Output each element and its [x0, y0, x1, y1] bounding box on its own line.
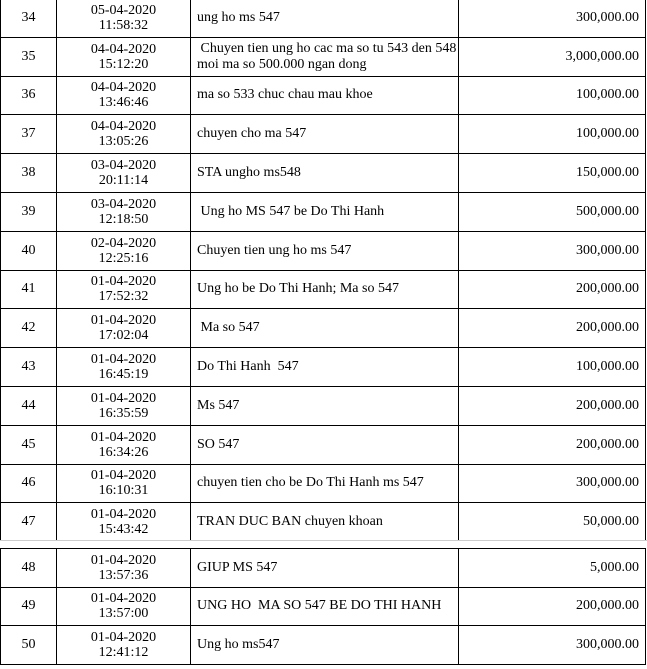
row-number: 49: [1, 587, 57, 626]
row-description: [191, 587, 459, 626]
row-number: 43: [1, 348, 57, 387]
row-datetime: [57, 154, 191, 193]
row-number: 41: [1, 270, 57, 309]
row-amount: 100,000.00: [459, 76, 646, 115]
row-description: [191, 76, 459, 115]
table-row: [1, 192, 646, 231]
table-row: [1, 37, 646, 76]
row-description-line: Ms 547: [197, 397, 240, 413]
row-description-line: Do Thi Hanh 547: [197, 359, 299, 375]
row-amount: 300,000.00: [459, 0, 646, 37]
row-description-line: chuyen tien cho be Do Thi Hanh ms 547: [197, 475, 424, 491]
row-description: [191, 549, 459, 588]
table-row: [1, 0, 646, 37]
row-number: 38: [1, 154, 57, 193]
table-row: [1, 115, 646, 154]
row-time: 12:18:50: [98, 211, 149, 227]
row-datetime: [57, 503, 191, 542]
row-date: 02-04-2020: [90, 235, 157, 251]
row-time: 16:10:31: [98, 483, 149, 499]
row-description-line: SO 547: [197, 436, 240, 452]
row-description: [191, 464, 459, 503]
row-time: 12:25:16: [98, 250, 149, 266]
row-description: [191, 309, 459, 348]
row-date: 01-04-2020: [90, 390, 157, 406]
row-datetime: [57, 425, 191, 464]
row-time: 20:11:14: [98, 173, 149, 189]
row-description-line: STA ungho ms548: [197, 165, 301, 181]
row-datetime: [57, 0, 191, 37]
row-description: [191, 425, 459, 464]
row-amount: 3,000,000.00: [459, 37, 646, 76]
row-description-line: Ung ho be Do Thi Hanh; Ma so 547: [197, 281, 399, 297]
row-description: [191, 0, 459, 37]
row-description: [191, 386, 459, 425]
table-row: [1, 386, 646, 425]
row-date: 01-04-2020: [90, 591, 157, 607]
row-amount: 200,000.00: [459, 386, 646, 425]
table-row: [1, 503, 646, 542]
row-datetime: [57, 115, 191, 154]
row-time: 13:57:00: [98, 606, 149, 622]
row-description-line2: moi ma so 500.000 ngan dong: [197, 56, 367, 72]
row-amount: 300,000.00: [459, 231, 646, 270]
row-datetime: [57, 464, 191, 503]
row-date: 01-04-2020: [90, 552, 157, 568]
row-description: [191, 115, 459, 154]
row-amount: 200,000.00: [459, 309, 646, 348]
row-datetime: [57, 549, 191, 588]
row-date: 01-04-2020: [90, 468, 157, 484]
row-datetime: [57, 626, 191, 665]
row-number: 36: [1, 76, 57, 115]
row-time: 13:05:26: [98, 134, 149, 150]
row-number: 39: [1, 192, 57, 231]
row-time: 16:45:19: [98, 367, 149, 383]
row-description-line: Ung ho MS 547 be Do Thi Hanh: [197, 203, 385, 219]
row-time: 15:43:42: [98, 522, 149, 538]
row-amount: 100,000.00: [459, 115, 646, 154]
row-number: 50: [1, 626, 57, 665]
table-row: [1, 348, 646, 387]
row-number: 35: [1, 37, 57, 76]
row-description-line: ma so 533 chuc chau mau khoe: [197, 87, 373, 103]
row-datetime: [57, 270, 191, 309]
row-amount: 500,000.00: [459, 192, 646, 231]
row-date: 01-04-2020: [90, 274, 157, 290]
row-date: 01-04-2020: [90, 352, 157, 368]
row-description: [191, 37, 459, 76]
transactions-table-continued: [0, 548, 646, 665]
row-datetime: [57, 587, 191, 626]
row-number: 40: [1, 231, 57, 270]
row-time: 15:12:20: [98, 56, 149, 72]
table-row: [1, 464, 646, 503]
row-description-line: Ung ho ms547: [197, 636, 280, 652]
table-row: [1, 231, 646, 270]
row-date: 03-04-2020: [90, 158, 157, 174]
row-datetime: [57, 37, 191, 76]
row-date: 03-04-2020: [90, 196, 157, 212]
row-time: 17:02:04: [98, 328, 149, 344]
row-amount: 200,000.00: [459, 425, 646, 464]
table-row: [1, 549, 646, 588]
row-amount: 5,000.00: [459, 549, 646, 588]
row-number: 44: [1, 386, 57, 425]
row-datetime: [57, 386, 191, 425]
row-date: 05-04-2020: [90, 2, 157, 18]
row-amount: 150,000.00: [459, 154, 646, 193]
row-number: 48: [1, 549, 57, 588]
row-time: 13:46:46: [98, 95, 149, 111]
row-date: 04-04-2020: [90, 119, 157, 135]
row-description: [191, 154, 459, 193]
row-description: [191, 348, 459, 387]
table-row: [1, 76, 646, 115]
row-time: 16:34:26: [98, 444, 149, 460]
row-number: 46: [1, 464, 57, 503]
row-time: 16:35:59: [98, 405, 149, 421]
row-date: 01-04-2020: [90, 507, 157, 523]
row-description-line: GIUP MS 547: [197, 559, 278, 575]
row-description: [191, 503, 459, 542]
row-description-line: TRAN DUC BAN chuyen khoan: [197, 514, 383, 530]
row-datetime: [57, 348, 191, 387]
row-time: 17:52:32: [98, 289, 149, 305]
row-description-line: Chuyen tien ung ho cac ma so tu 543 den 548: [197, 40, 457, 56]
row-number: 34: [1, 0, 57, 37]
row-amount: 50,000.00: [459, 503, 646, 542]
row-number: 45: [1, 425, 57, 464]
row-date: 01-04-2020: [90, 429, 157, 445]
table-row: [1, 425, 646, 464]
row-amount: 300,000.00: [459, 626, 646, 665]
row-amount: 100,000.00: [459, 348, 646, 387]
table-row: [1, 154, 646, 193]
row-description: [191, 626, 459, 665]
row-description: [191, 192, 459, 231]
row-description-line: chuyen cho ma 547: [197, 126, 307, 142]
row-description-line: UNG HO MA SO 547 BE DO THI HANH: [197, 598, 442, 614]
row-number: 37: [1, 115, 57, 154]
row-date: 01-04-2020: [90, 629, 157, 645]
row-datetime: [57, 76, 191, 115]
table-row: [1, 626, 646, 665]
row-description-line: Ma so 547: [197, 320, 260, 336]
row-number: 47: [1, 503, 57, 542]
row-number: 42: [1, 309, 57, 348]
row-time: 13:57:36: [98, 567, 149, 583]
row-date: 04-04-2020: [90, 41, 157, 57]
row-amount: 200,000.00: [459, 270, 646, 309]
row-datetime: [57, 192, 191, 231]
row-description-line: Chuyen tien ung ho ms 547: [197, 242, 352, 258]
row-description: [191, 231, 459, 270]
row-amount: 300,000.00: [459, 464, 646, 503]
row-datetime: [57, 309, 191, 348]
row-description: [191, 270, 459, 309]
row-amount: 200,000.00: [459, 587, 646, 626]
row-date: 04-04-2020: [90, 80, 157, 96]
row-datetime: [57, 231, 191, 270]
table-row: [1, 587, 646, 626]
table-row: [1, 270, 646, 309]
row-time: 12:41:12: [98, 644, 149, 660]
row-date: 01-04-2020: [90, 313, 157, 329]
table-row: [1, 309, 646, 348]
row-time: 11:58:32: [98, 17, 149, 33]
row-description-line: ung ho ms 547: [197, 9, 280, 25]
